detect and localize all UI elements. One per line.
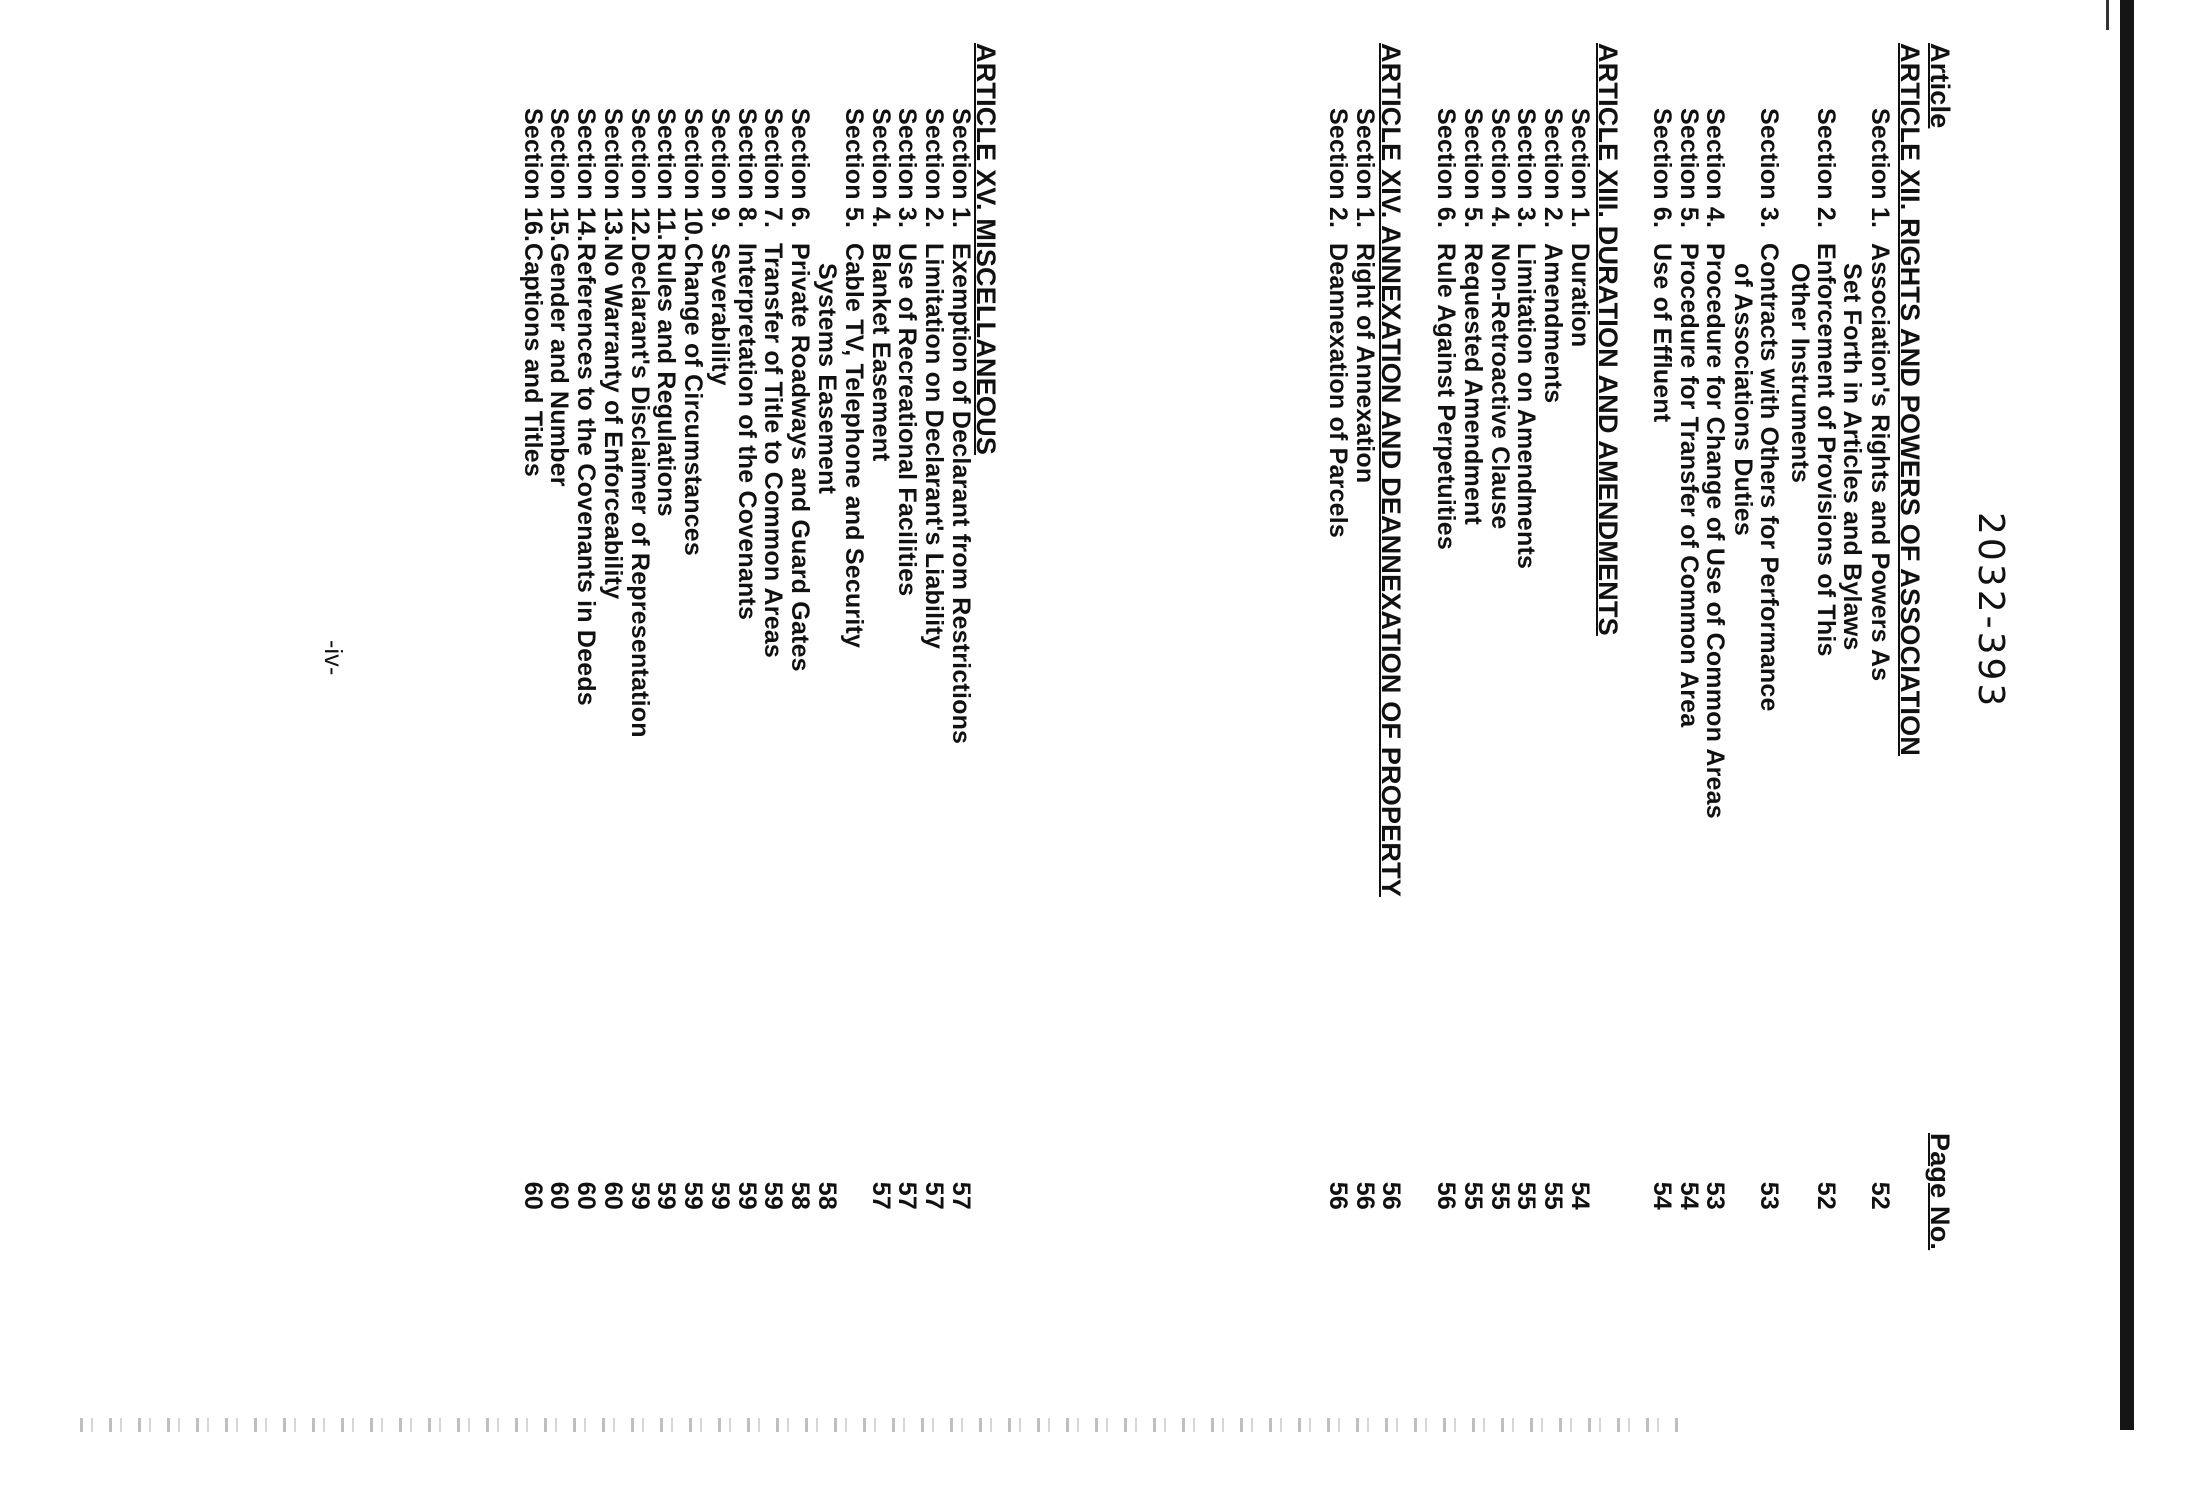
section-title: Limitation on Amendments — [1512, 243, 1540, 570]
section-title: Deannexation of Parcels — [1324, 243, 1352, 538]
page-number: 60 — [545, 1181, 573, 1210]
section-number: Section 6. — [1648, 108, 1676, 229]
article-heading: ARTICLE XV. MISCELLANEOUS — [971, 43, 1001, 456]
page-number: 60 — [599, 1181, 627, 1210]
section-number: Section 1. — [1866, 108, 1894, 229]
section-number: Section 4. — [1486, 108, 1514, 229]
page-number: 60 — [519, 1181, 547, 1210]
section-title: References to the Covenants in Deeds — [572, 243, 600, 706]
article-column-header: Article — [1925, 43, 1955, 129]
section-title: Severability — [706, 243, 734, 386]
page-number: 56 — [1324, 1181, 1352, 1210]
section-title: Association's Rights and Powers As — [1866, 243, 1894, 682]
page-number: 53 — [1701, 1181, 1729, 1210]
section-title: Contracts with Others for Performance — [1755, 243, 1783, 712]
page-number: 59 — [626, 1181, 654, 1210]
section-number: Section 16. — [519, 108, 547, 243]
page-number: 52 — [1866, 1181, 1894, 1210]
section-title: Use of Recreational Facilities — [893, 243, 921, 597]
page-number: 55 — [1486, 1181, 1514, 1210]
section-title: Enforcement of Provisions of This — [1812, 243, 1840, 657]
section-number: Section 4. — [867, 108, 895, 229]
page-number: 59 — [733, 1181, 761, 1210]
section-title: Procedure for Transfer of Common Area — [1675, 243, 1703, 728]
page-number: 52 — [1812, 1181, 1840, 1210]
page-number: 53 — [1755, 1181, 1783, 1210]
section-title: Exemption of Declarant from Restrictions — [947, 243, 975, 745]
section-title-continued: of Associations Duties — [1729, 263, 1757, 536]
page-number: 55 — [1512, 1181, 1540, 1210]
page-number: 56 — [1432, 1181, 1460, 1210]
page-number: 59 — [679, 1181, 707, 1210]
page-number: 58 — [813, 1181, 841, 1210]
page-number: 57 — [947, 1181, 975, 1210]
page-number: 58 — [786, 1181, 814, 1210]
section-number: Section 1. — [1351, 108, 1379, 229]
section-title: Declarant's Disclaimer of Representation — [626, 243, 654, 738]
section-number: Section 6. — [1432, 108, 1460, 229]
section-number: Section 3. — [1755, 108, 1783, 229]
article-heading: ARTICLE XII. RIGHTS AND POWERS OF ASSOCIATION — [1895, 43, 1925, 757]
section-title: Change of Circumstances — [679, 243, 707, 557]
document-number: 2032-393 — [1970, 512, 2011, 710]
section-title-continued: Other Instruments — [1786, 263, 1814, 484]
section-number: Section 3. — [1512, 108, 1540, 229]
section-number: Section 5. — [1459, 108, 1487, 229]
page-number: 54 — [1675, 1181, 1703, 1210]
section-title-continued: Set Forth in Articles and Bylaws — [1838, 263, 1866, 651]
section-number: Section 10. — [679, 108, 707, 243]
section-number: Section 8. — [733, 108, 761, 229]
page-number: 55 — [1459, 1181, 1487, 1210]
section-number: Section 3. — [893, 108, 921, 229]
section-number: Section 14. — [572, 108, 600, 243]
page-number: 55 — [1539, 1181, 1567, 1210]
page-number: 59 — [652, 1181, 680, 1210]
section-number: Section 4. — [1701, 108, 1729, 229]
page-number: 56 — [1377, 1181, 1405, 1210]
section-number: Section 7. — [759, 108, 787, 229]
section-number: Section 2. — [1539, 108, 1567, 229]
section-title: Amendments — [1539, 243, 1567, 404]
section-title: Right of Annexation — [1351, 243, 1379, 484]
page-number: 60 — [572, 1181, 600, 1210]
page-column-header: Page No. — [1925, 1133, 1955, 1251]
section-number: Section 11. — [652, 108, 680, 241]
page-number: 57 — [893, 1181, 921, 1210]
section-number: Section 5. — [1675, 108, 1703, 229]
page-number: 54 — [1648, 1181, 1676, 1210]
section-title: Interpretation of the Covenants — [733, 243, 761, 621]
page-number: 57 — [920, 1181, 948, 1210]
section-title: Duration — [1566, 243, 1594, 348]
page-number: 56 — [1351, 1181, 1379, 1210]
page-number: 59 — [759, 1181, 787, 1210]
section-title: Requested Amendment — [1459, 243, 1487, 526]
section-title: Captions and Titles — [519, 243, 547, 477]
section-title: Cable TV, Telephone and Security — [840, 243, 868, 649]
page-number: 54 — [1566, 1181, 1594, 1210]
section-number: Section 2. — [920, 108, 948, 229]
section-title: Rules and Regulations — [652, 243, 680, 517]
page-number: 57 — [867, 1181, 895, 1210]
section-number: Section 12. — [626, 108, 654, 243]
section-title: No Warranty of Enforceability — [599, 243, 627, 600]
section-title: Procedure for Change of Use of Common Areas — [1701, 243, 1729, 819]
article-heading: ARTICLE XIII. DURATION AND AMENDMENTS — [1593, 43, 1623, 636]
section-title-continued: Systems Easement — [813, 263, 841, 495]
section-number: Section 2. — [1324, 108, 1352, 229]
section-title: Gender and Number — [545, 243, 573, 487]
section-title: Use of Effluent — [1648, 243, 1676, 423]
section-number: Section 2. — [1812, 108, 1840, 229]
section-number: Section 9. — [706, 108, 734, 229]
section-title: Private Roadways and Guard Gates — [786, 243, 814, 672]
section-number: Section 5. — [840, 108, 868, 229]
section-title: Blanket Easement — [867, 243, 895, 462]
page-number: 59 — [706, 1181, 734, 1210]
section-title: Rule Against Perpetuities — [1432, 243, 1460, 550]
section-number: Section 15. — [545, 108, 573, 243]
page-footer: -iv- — [319, 640, 347, 676]
section-number: Section 6. — [786, 108, 814, 229]
section-title: Limitation on Declarant's Liability — [920, 243, 948, 650]
section-number: Section 1. — [947, 108, 975, 229]
section-number: Section 13. — [599, 108, 627, 243]
section-number: Section 1. — [1566, 108, 1594, 229]
section-title: Transfer of Title to Common Areas — [759, 243, 787, 659]
section-title: Non-Retroactive Clause — [1486, 243, 1514, 530]
article-heading: ARTICLE XIV. ANNEXATION AND DEANNEXATION OF PROPERTY — [1376, 43, 1406, 897]
